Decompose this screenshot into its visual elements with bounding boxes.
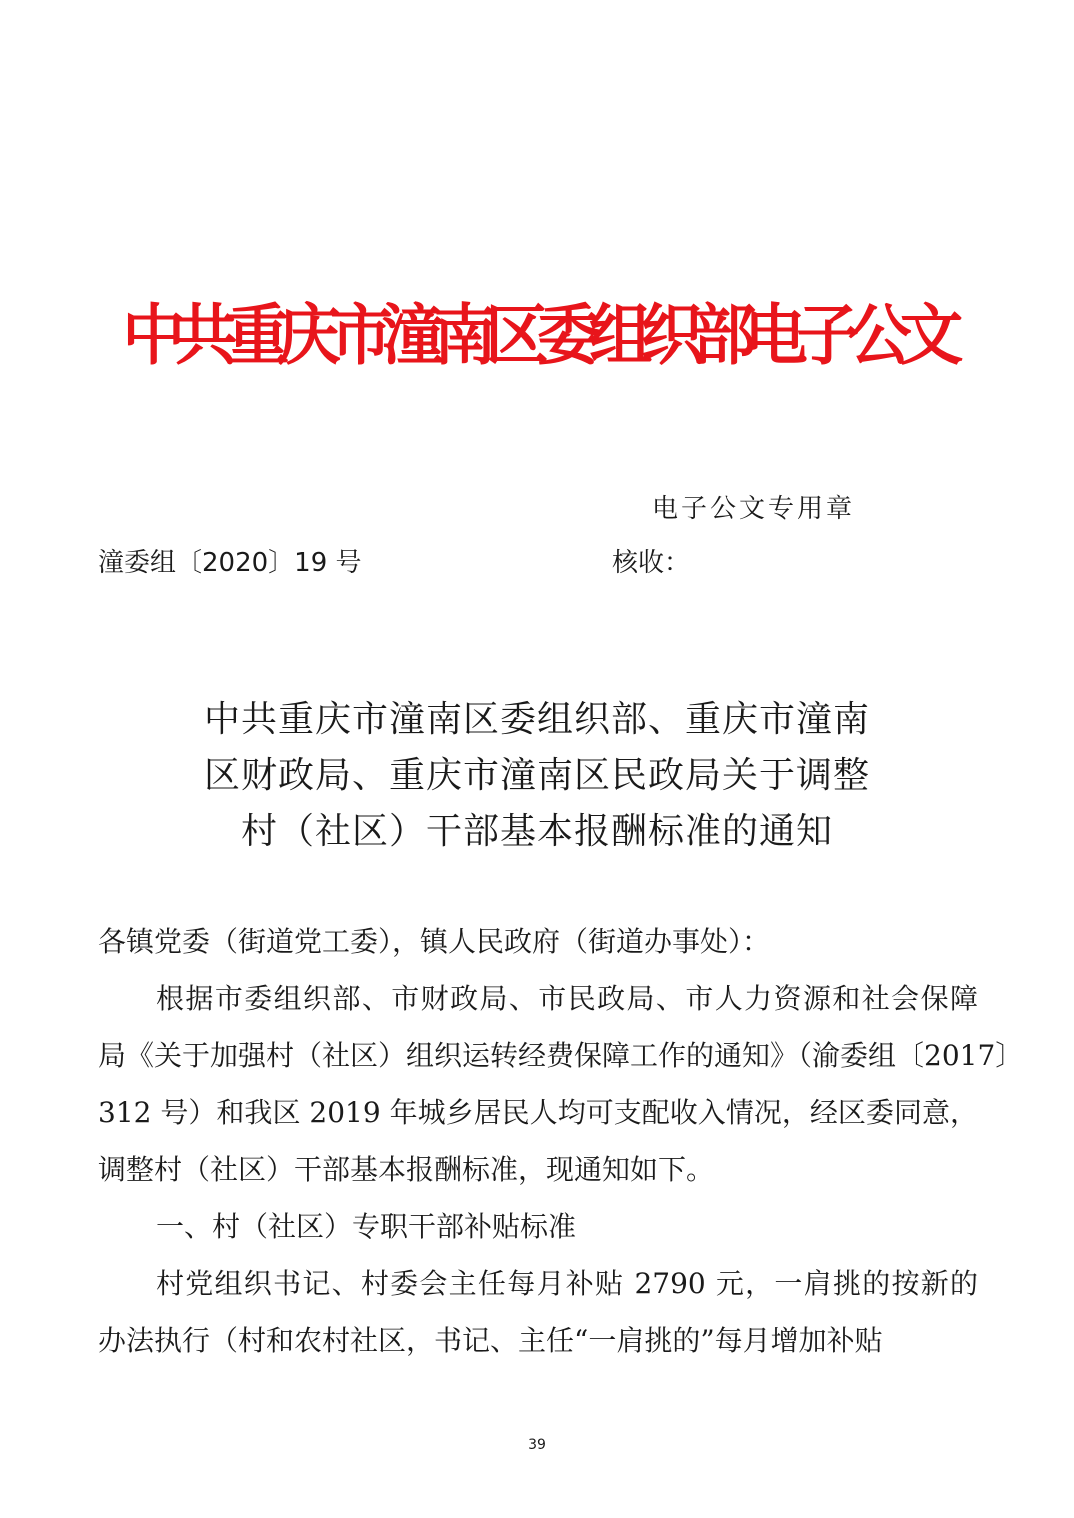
masthead-title: 中共重庆市潼南区委组织部电子公文	[122, 297, 952, 374]
document-title	[0, 692, 1074, 860]
receipt-label: 核收：	[612, 548, 691, 578]
paragraph-line: 局《关于加强村（社区）组织运转经费保障工作的通知》（渝委组〔2017〕	[98, 1039, 1024, 1072]
page-number: 39	[528, 1437, 546, 1453]
paragraph-line: 312 号）和我区 2019 年城乡居民人均可支配收入情况，经区委同意，	[98, 1096, 978, 1129]
paragraph-line: 调整村（社区）干部基本报酬标准，现通知如下。	[98, 1153, 715, 1186]
section-heading: 一、村（社区）专职干部补贴标准	[156, 1210, 577, 1243]
seal-label: 电子公文专用章	[652, 494, 856, 524]
paragraph-line: 办法执行（村和农村社区，书记、主任“一肩挑的”每月增加补贴	[98, 1324, 883, 1357]
paragraph-line: 村党组织书记、村委会主任每月补贴 2790 元，一肩挑的按新的	[156, 1267, 978, 1300]
addressee-line: 各镇党委（街道党工委），镇人民政府（街道办事处）：	[98, 925, 771, 958]
title-line: 区财政局、重庆市潼南区民政局关于调整	[203, 755, 870, 796]
document-body	[98, 913, 1024, 1369]
title-line: 中共重庆市潼南区委组织部、重庆市潼南	[203, 699, 870, 740]
document-number: 潼委组〔2020〕19 号	[98, 548, 362, 578]
title-line: 村（社区）干部基本报酬标准的通知	[240, 811, 833, 852]
paragraph-line: 根据市委组织部、市财政局、市民政局、市人力资源和社会保障	[156, 982, 978, 1015]
